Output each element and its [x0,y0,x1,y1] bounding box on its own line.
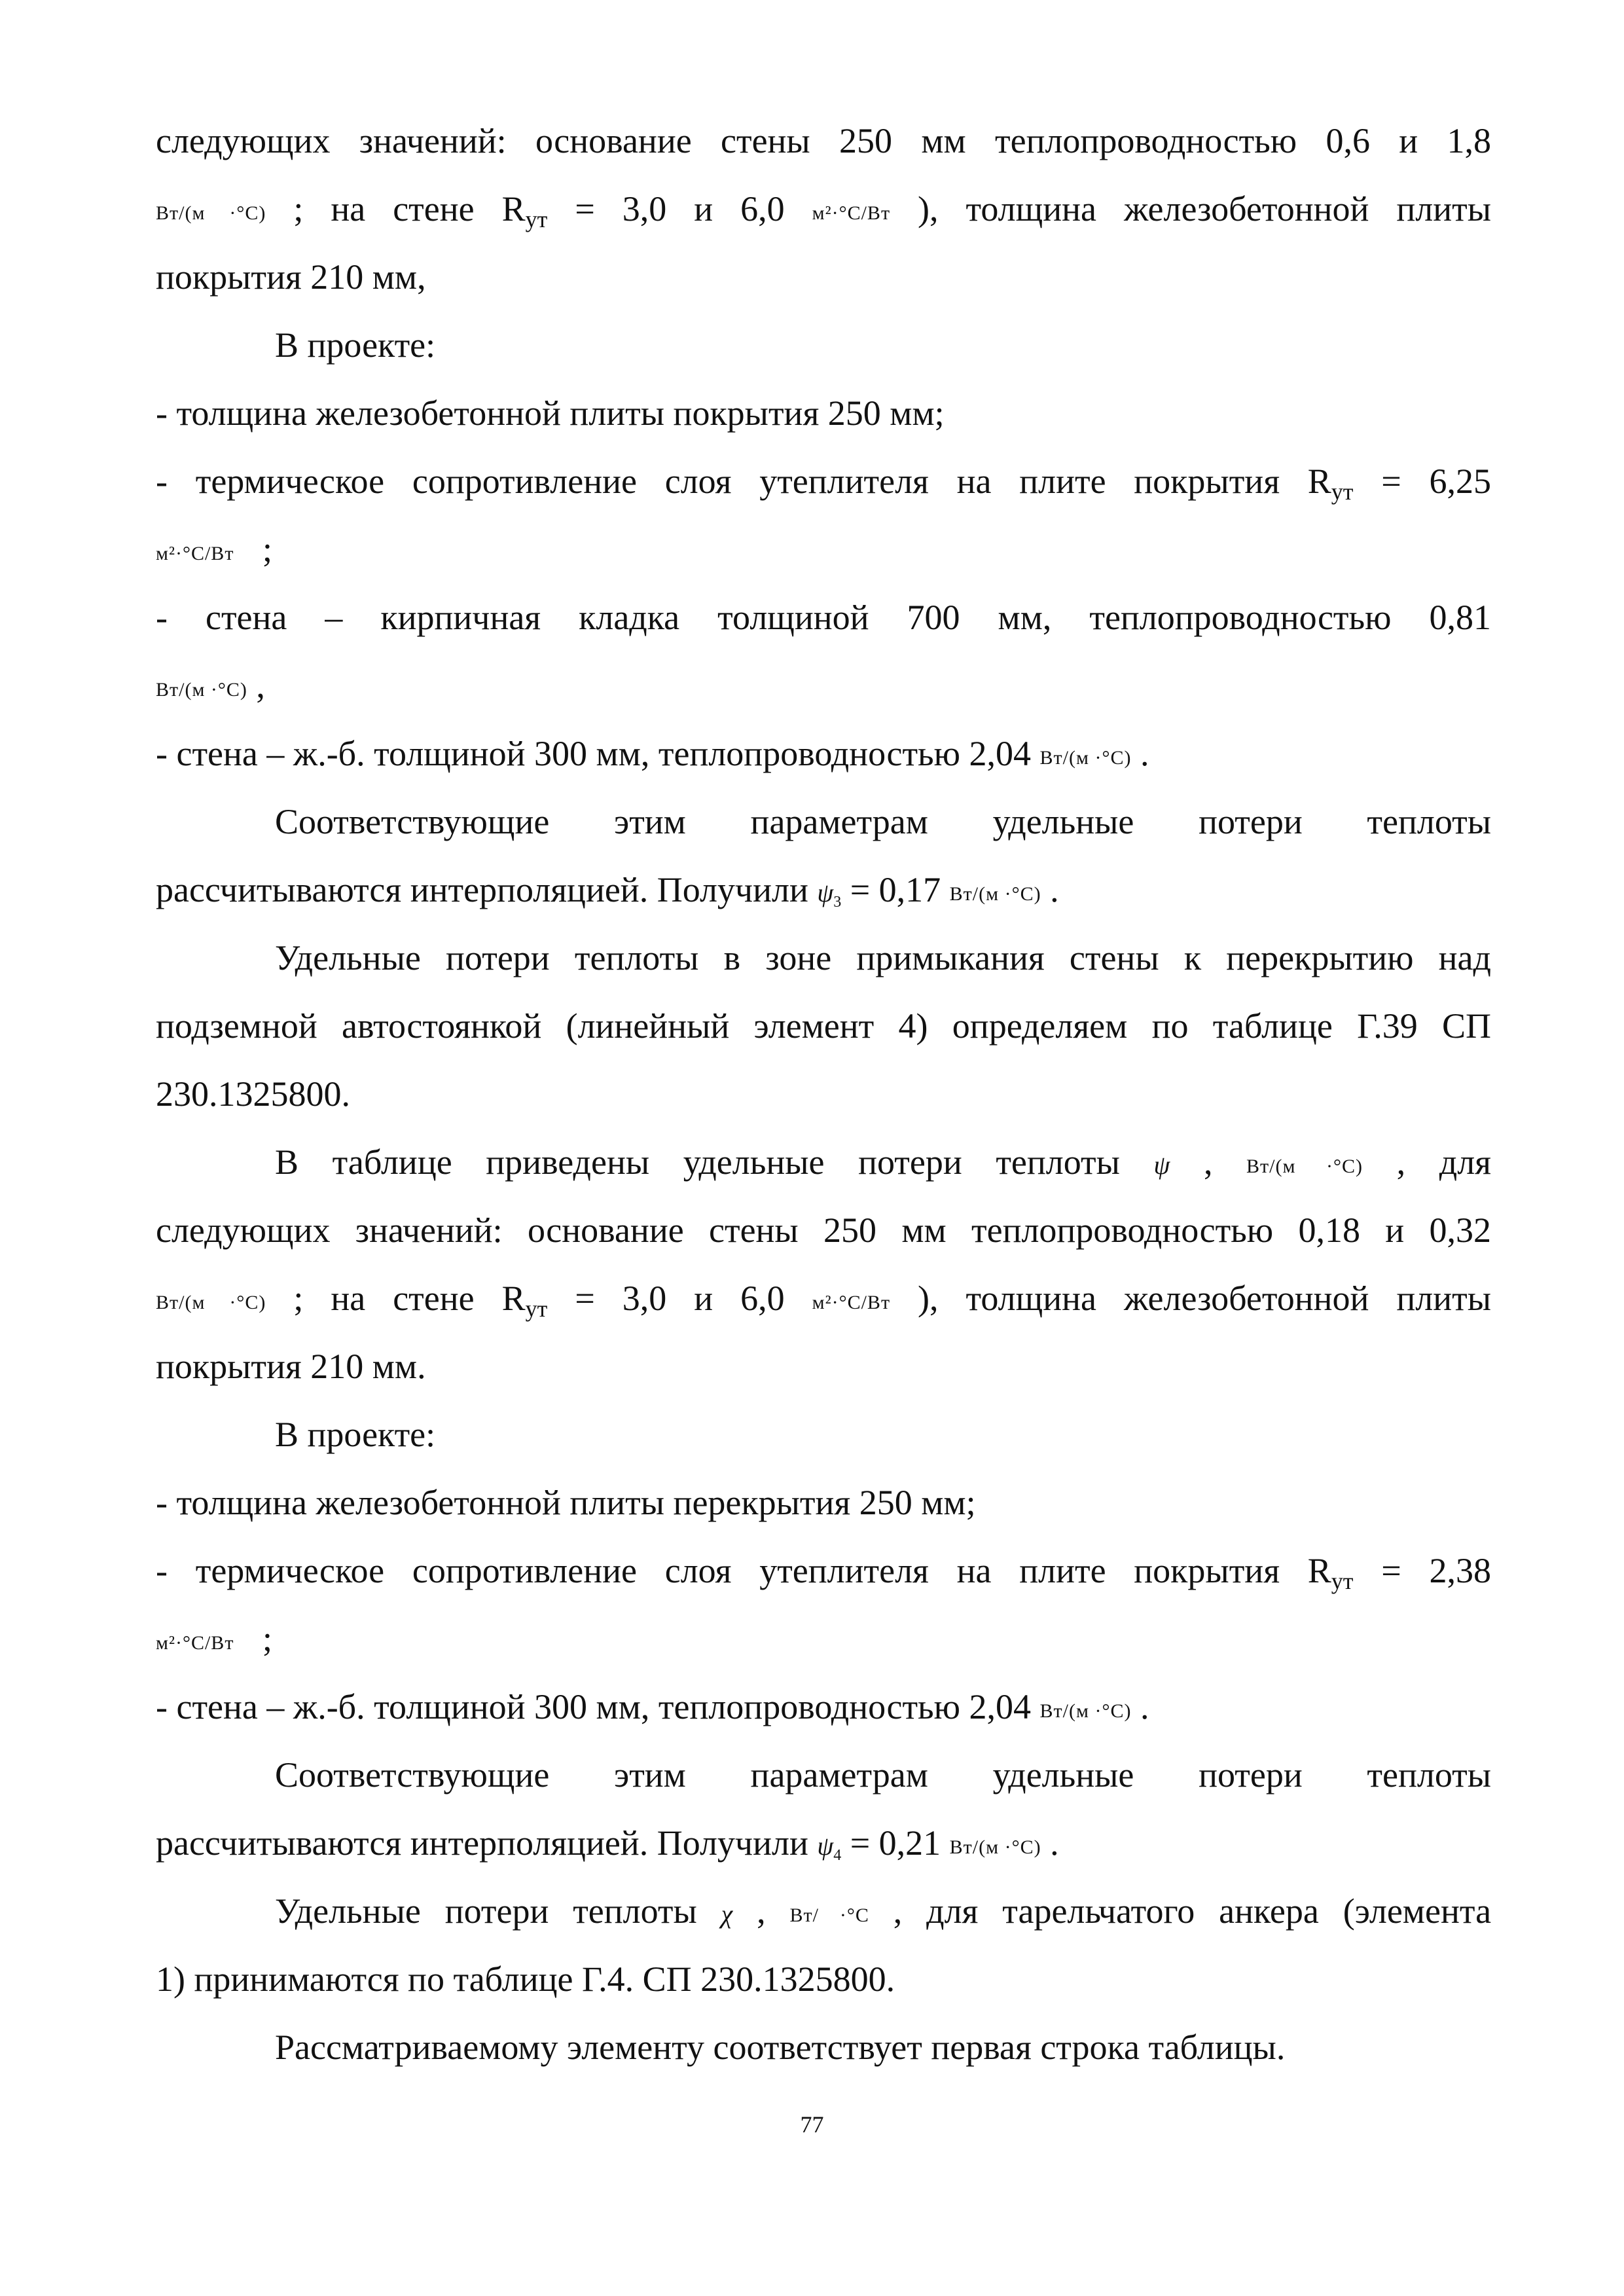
text-line: м²·°С/Вт ; [156,530,272,569]
text-line: Удельные потери теплоты χ , Вт/ ·°С , для тарельчатого анкера (элемента [275,1891,1492,1931]
unit-label: Вт/(м ·°С) [156,1292,266,1313]
list-item: - стена – ж.-б. толщиной 300 мм, теплопроводностью 2,04 Вт/(м ·°С) . [156,734,1149,773]
text-line: Соответствующие этим параметрам удельные потери теплоты [275,802,1491,841]
psi-symbol: ψ [817,1831,834,1861]
text-line: Вт/(м ·°С) , [156,666,265,705]
unit-label: Вт/(м ·°С) [156,679,247,701]
chi-symbol: χ [721,1899,733,1929]
list-item: - термическое сопротивление слоя утеплителя на плите покрытия $R_{ут} = 6,25$ [156,462,1491,505]
paragraph-heading: В проекте: [275,325,436,365]
list-item: - толщина железобетонной плиты покрытия 250 мм; [156,393,945,433]
text-line: рассчитываются интерполяцией. Получили ψ3 = 0,17 Вт/(м ·°С) . [156,870,1059,911]
psi-symbol: ψ [817,878,834,907]
text-line: покрытия 210 мм, [156,257,426,297]
text-line: Соответствующие этим параметрам удельные потери теплоты [275,1755,1491,1795]
list-item: - стена – кирпичная кладка толщиной 700 мм, теплопроводностью 0,81 [156,598,1491,637]
text-line: Удельные потери теплоты в зоне примыкания стены к перекрытию над [275,938,1491,977]
psi-symbol: ψ [1153,1150,1170,1180]
paragraph-heading: В проекте: [275,1415,436,1454]
text-line: подземной автостоянкой (линейный элемент 4) определяем по таблице Г.39 СП [156,1006,1491,1046]
list-item: - стена – ж.-б. толщиной 300 мм, теплопроводностью 2,04 Вт/(м ·°С) . [156,1687,1149,1726]
unit-label: Вт/(м ·°С) [156,202,266,224]
unit-label: м²·°С/Вт [156,1632,234,1654]
page-number: 77 [800,2111,824,2138]
text-line: м²·°С/Вт ; [156,1619,272,1658]
text-line: 1) принимаются по таблице Г.4. СП 230.1325800. [156,1959,895,1999]
text-line: 230.1325800. [156,1074,350,1114]
unit-label: Вт/(м ·°С) [949,883,1041,905]
list-item: - термическое сопротивление слоя утеплителя на плите покрытия $R_{ут} = 2,38$ [156,1551,1491,1594]
text-line: Вт/(м ·°С) ; на стене $R_{ут} = 3,0$ и 6,0 м²·°С/Вт ), толщина железобетонной плиты [156,1279,1492,1322]
text-line: В таблице приведены удельные потери теплоты ψ , Вт/(м ·°С) , для [275,1142,1491,1182]
unit-label: Вт/(м ·°С) [1246,1156,1363,1177]
unit-label: м²·°С/Вт [812,202,891,224]
unit-label: Вт/ ·°С [789,1904,869,1926]
unit-label: Вт/(м ·°С) [1039,1700,1132,1722]
unit-label: Вт/(м ·°С) [1039,747,1132,769]
text-line: Рассматриваемому элементу соответствует первая строка таблицы. [275,2028,1286,2067]
text-line: Вт/(м ·°С) ; на стене $R_{ут} = 3,0$ и 6,0 м²·°С/Вт ), толщина железобетонной плиты [156,189,1492,232]
unit-label: м²·°С/Вт [156,543,234,564]
text-line: рассчитываются интерполяцией. Получили ψ4 = 0,21 Вт/(м ·°С) . [156,1823,1059,1864]
list-item: - толщина железобетонной плиты перекрытия 250 мм; [156,1483,976,1522]
unit-label: м²·°С/Вт [812,1292,891,1313]
unit-label: Вт/(м ·°С) [949,1836,1041,1858]
text-line: следующих значений: основание стены 250 мм теплопроводностью 0,18 и 0,32 [156,1211,1491,1250]
text-line: следующих значений: основание стены 250 мм теплопроводностью 0,6 и 1,8 [156,121,1491,160]
text-line: покрытия 210 мм. [156,1347,426,1386]
